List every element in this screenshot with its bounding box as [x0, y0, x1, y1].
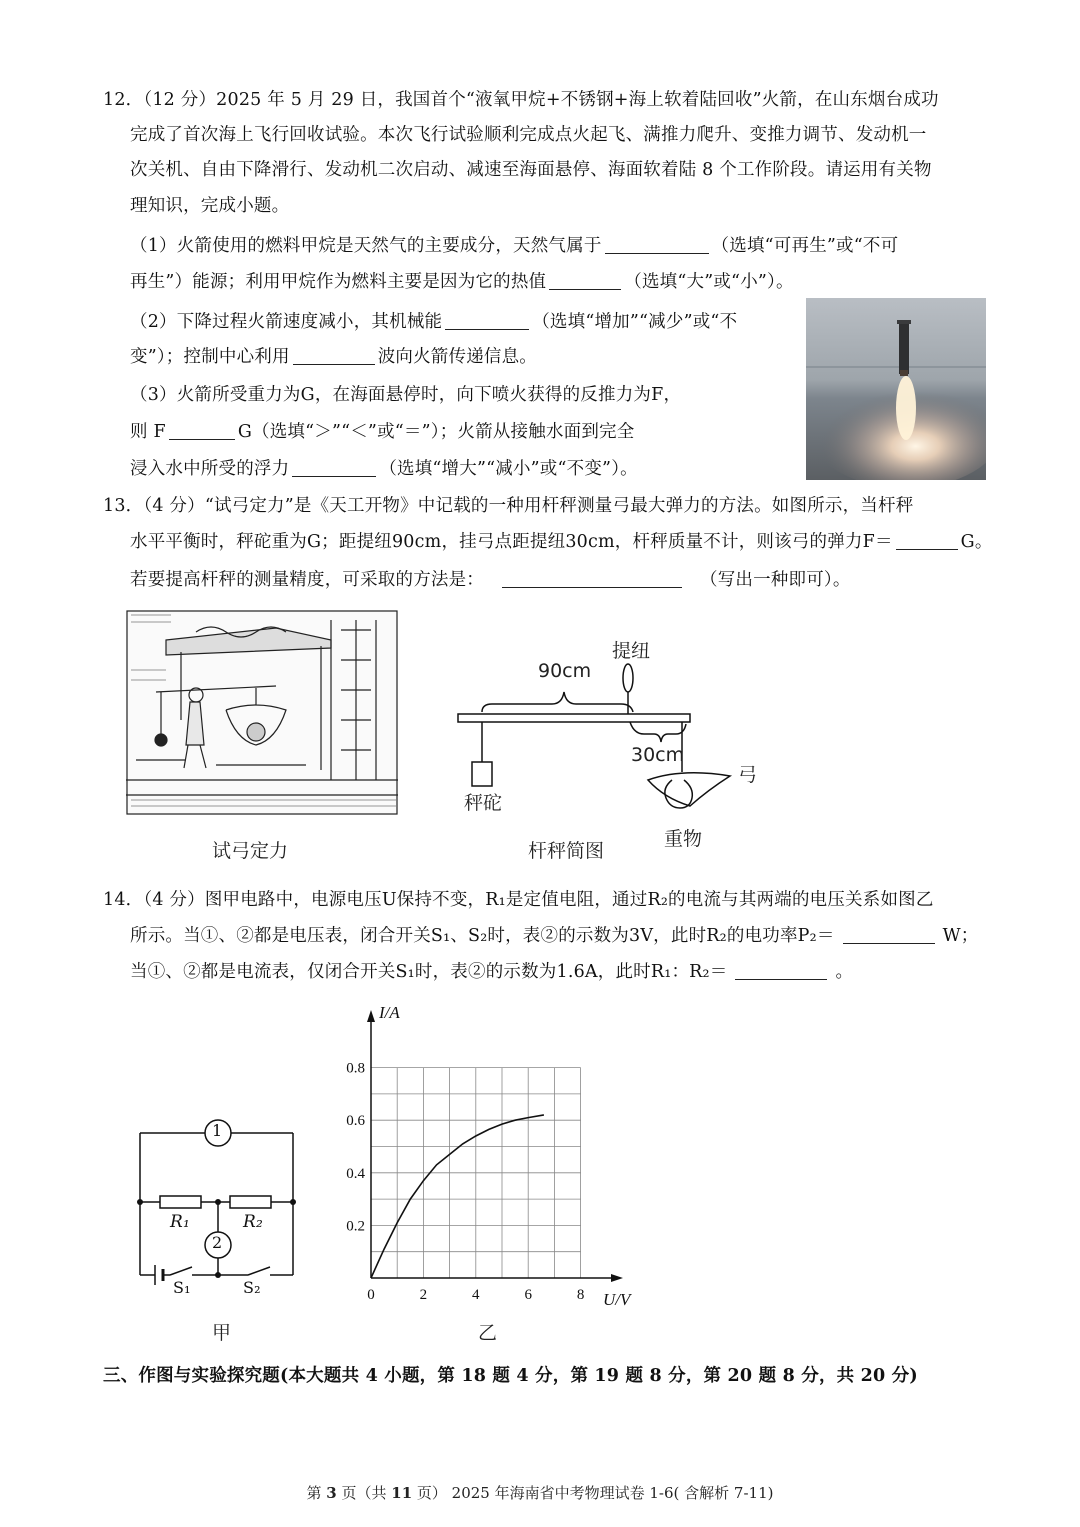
r1-label: R₁ [170, 1212, 191, 1232]
y-tick-label: 0.2 [346, 1218, 365, 1235]
q12-p1-text-c: 再生”）能源；利用甲烷作为燃料主要是因为它的热值 [130, 272, 547, 292]
answer-blank[interactable] [896, 532, 958, 551]
q12-line-1: 12．（12 分）2025 年 5 月 29 日，我国首个“液氧甲烷+不锈钢+海上软着陆回收”火箭，在山东烟台成功 [103, 90, 939, 110]
q12-part1-line1 [130, 232, 898, 257]
label-90cm: 90cm [538, 660, 592, 682]
q14-text-3a: 当①、②都是电流表，仅闭合开关S₁时，表②的示数为1.6A，此时R₁：R₂＝ [130, 962, 728, 982]
x-tick-label: 4 [472, 1287, 480, 1303]
circuit-diagram [130, 1115, 310, 1305]
rocket-landing-photo [806, 298, 986, 480]
steelyard-diagram [450, 630, 760, 850]
q12-p2-text-c: 变”）；控制中心利用 [130, 347, 290, 367]
chart-caption: 乙 [478, 1322, 498, 1344]
q12-p3-text-d: 浸入水中所受的浮力 [130, 459, 290, 479]
q14-text-2b: W； [942, 926, 979, 946]
q13-text-3a: 若要提高杆秤的测量精度，可采取的方法是： [130, 570, 484, 590]
answer-blank[interactable] [605, 236, 709, 255]
footer-mid: 页（共 [336, 1484, 392, 1502]
q14-line-1: 14．（4 分）图甲电路中，电源电压U保持不变，R₁是定值电阻，通过R₂的电流与其两端的电压关系如图乙 [103, 890, 934, 910]
answer-blank[interactable] [445, 312, 529, 331]
x-tick-label: 8 [576, 1287, 585, 1303]
q13-line-1: 13．（4 分）“试弓定力”是《天工开物》中记载的一种用杆秤测量弓最大弹力的方法。如图所示，当杆秤 [103, 496, 914, 516]
q12-line-2: 完成了首次海上飞行回收试验。本次飞行试验顺利完成点火起飞、满推力爬升、变推力调节、发动机一 [130, 125, 927, 145]
answer-blank[interactable] [843, 926, 935, 945]
label-30cm: 30cm [631, 744, 685, 766]
s1-label: S₁ [173, 1278, 191, 1297]
q12-p3-text-c: G（选填“＞”“＜”或“＝”）；火箭从接触水面到完全 [237, 422, 635, 442]
q12-p3-text-e: （选填“增大”“减小”或“不变”）。 [379, 459, 638, 479]
label-zhongwu: 重物 [664, 828, 703, 850]
answer-blank[interactable] [502, 570, 682, 589]
answer-blank[interactable] [293, 347, 375, 366]
figure-caption-right: 杆秤简图 [528, 840, 605, 862]
q14-line-3 [130, 958, 853, 983]
q13-text-3b: （写出一种即可）。 [700, 570, 851, 590]
x-tick-label: 6 [524, 1287, 532, 1303]
footer-page: 3 [326, 1484, 337, 1502]
y-axis-arrow [367, 1010, 375, 1022]
q14-line-2 [130, 922, 978, 947]
q12-line-4: 理知识，完成小题。 [130, 196, 290, 216]
label-tiniu: 提纽 [612, 640, 651, 662]
figure-caption-left: 试弓定力 [212, 840, 289, 862]
q13-text-2a: 水平平衡时，秤砣重为G；距提纽90cm，挂弓点距提纽30cm，杆秤质量不计，则该弓的弹力F＝ [130, 532, 893, 552]
section-3-heading: 三、作图与实验探究题(本大题共 4 小题，第 18 题 4 分，第 19 题 8 分，第 20 题 8 分，共 20 分) [103, 1366, 918, 1386]
answer-blank[interactable] [292, 459, 376, 478]
page-footer [0, 1482, 1080, 1503]
q13-line-3 [130, 566, 851, 591]
y-tick-label: 0.4 [346, 1165, 365, 1182]
x-axis-arrow [611, 1274, 623, 1282]
y-tick-label: 0.6 [346, 1113, 365, 1130]
meter-2-label: 2 [212, 1233, 223, 1252]
label-chengtuo: 秤砣 [464, 792, 503, 814]
x-tick-label: 0 [367, 1287, 375, 1303]
q12-p3-text-b: 则 F [130, 422, 166, 442]
q13-text-2b: G。 [960, 532, 993, 552]
q14-text-3b: 。 [835, 962, 854, 982]
answer-blank[interactable] [549, 272, 621, 291]
answer-blank[interactable] [169, 422, 235, 441]
q12-part1-line2 [130, 268, 794, 293]
r2-label: R₂ [243, 1212, 264, 1232]
q12-p1-text-a: （1）火箭使用的燃料甲烷是天然气的主要成分，天然气属于 [130, 236, 602, 256]
q13-line-2 [130, 528, 993, 553]
q14-text-2a: 所示。当①、②都是电压表，闭合开关S₁、S₂时，表②的示数为3V，此时R₂的电功率P₂＝ [130, 926, 835, 946]
footer-total: 11 [391, 1484, 413, 1502]
q12-part3-line2 [130, 418, 634, 443]
s2-label: S₂ [243, 1278, 261, 1297]
meter-1-label: 1 [212, 1121, 223, 1140]
label-gong: 弓 [738, 764, 758, 786]
q12-p2-text-b: （选填“增加”“减少”或“不 [532, 312, 738, 332]
q12-part2-line2 [130, 343, 537, 368]
q12-part3-line1: （3）火箭所受重力为G，在海面悬停时，向下喷火获得的反推力为F， [130, 385, 682, 405]
q12-part2-line1 [130, 308, 737, 333]
y-tick-label: 0.8 [346, 1060, 365, 1077]
q12-p1-text-d: （选填“大”或“小”）。 [624, 272, 794, 292]
q12-line-3: 次关机、自由下降滑行、发动机二次启动、减速至海面悬停、海面软着陆 8 个工作阶段。请运用有关物 [130, 160, 932, 180]
q12-part3-line3 [130, 455, 638, 480]
answer-blank[interactable] [735, 962, 827, 981]
x-tick-label: 2 [419, 1287, 428, 1303]
footer-pre: 第 [306, 1484, 327, 1502]
iu-chart [335, 1000, 655, 1315]
woodcut-illustration [126, 610, 398, 815]
q12-p2-text-a: （2）下降过程火箭速度减小，其机械能 [130, 312, 443, 332]
footer-post: 页） 2025 年海南省中考物理试卷 1-6( 含解析 7-11) [412, 1484, 774, 1502]
q12-p2-text-d: 波向火箭传递信息。 [377, 347, 538, 367]
q12-p1-text-b: （选填“可再生”或“不可 [711, 236, 899, 256]
y-axis-label: I/A [379, 1003, 400, 1022]
x-axis-label: U/V [603, 1290, 631, 1309]
circuit-caption: 甲 [212, 1322, 232, 1344]
